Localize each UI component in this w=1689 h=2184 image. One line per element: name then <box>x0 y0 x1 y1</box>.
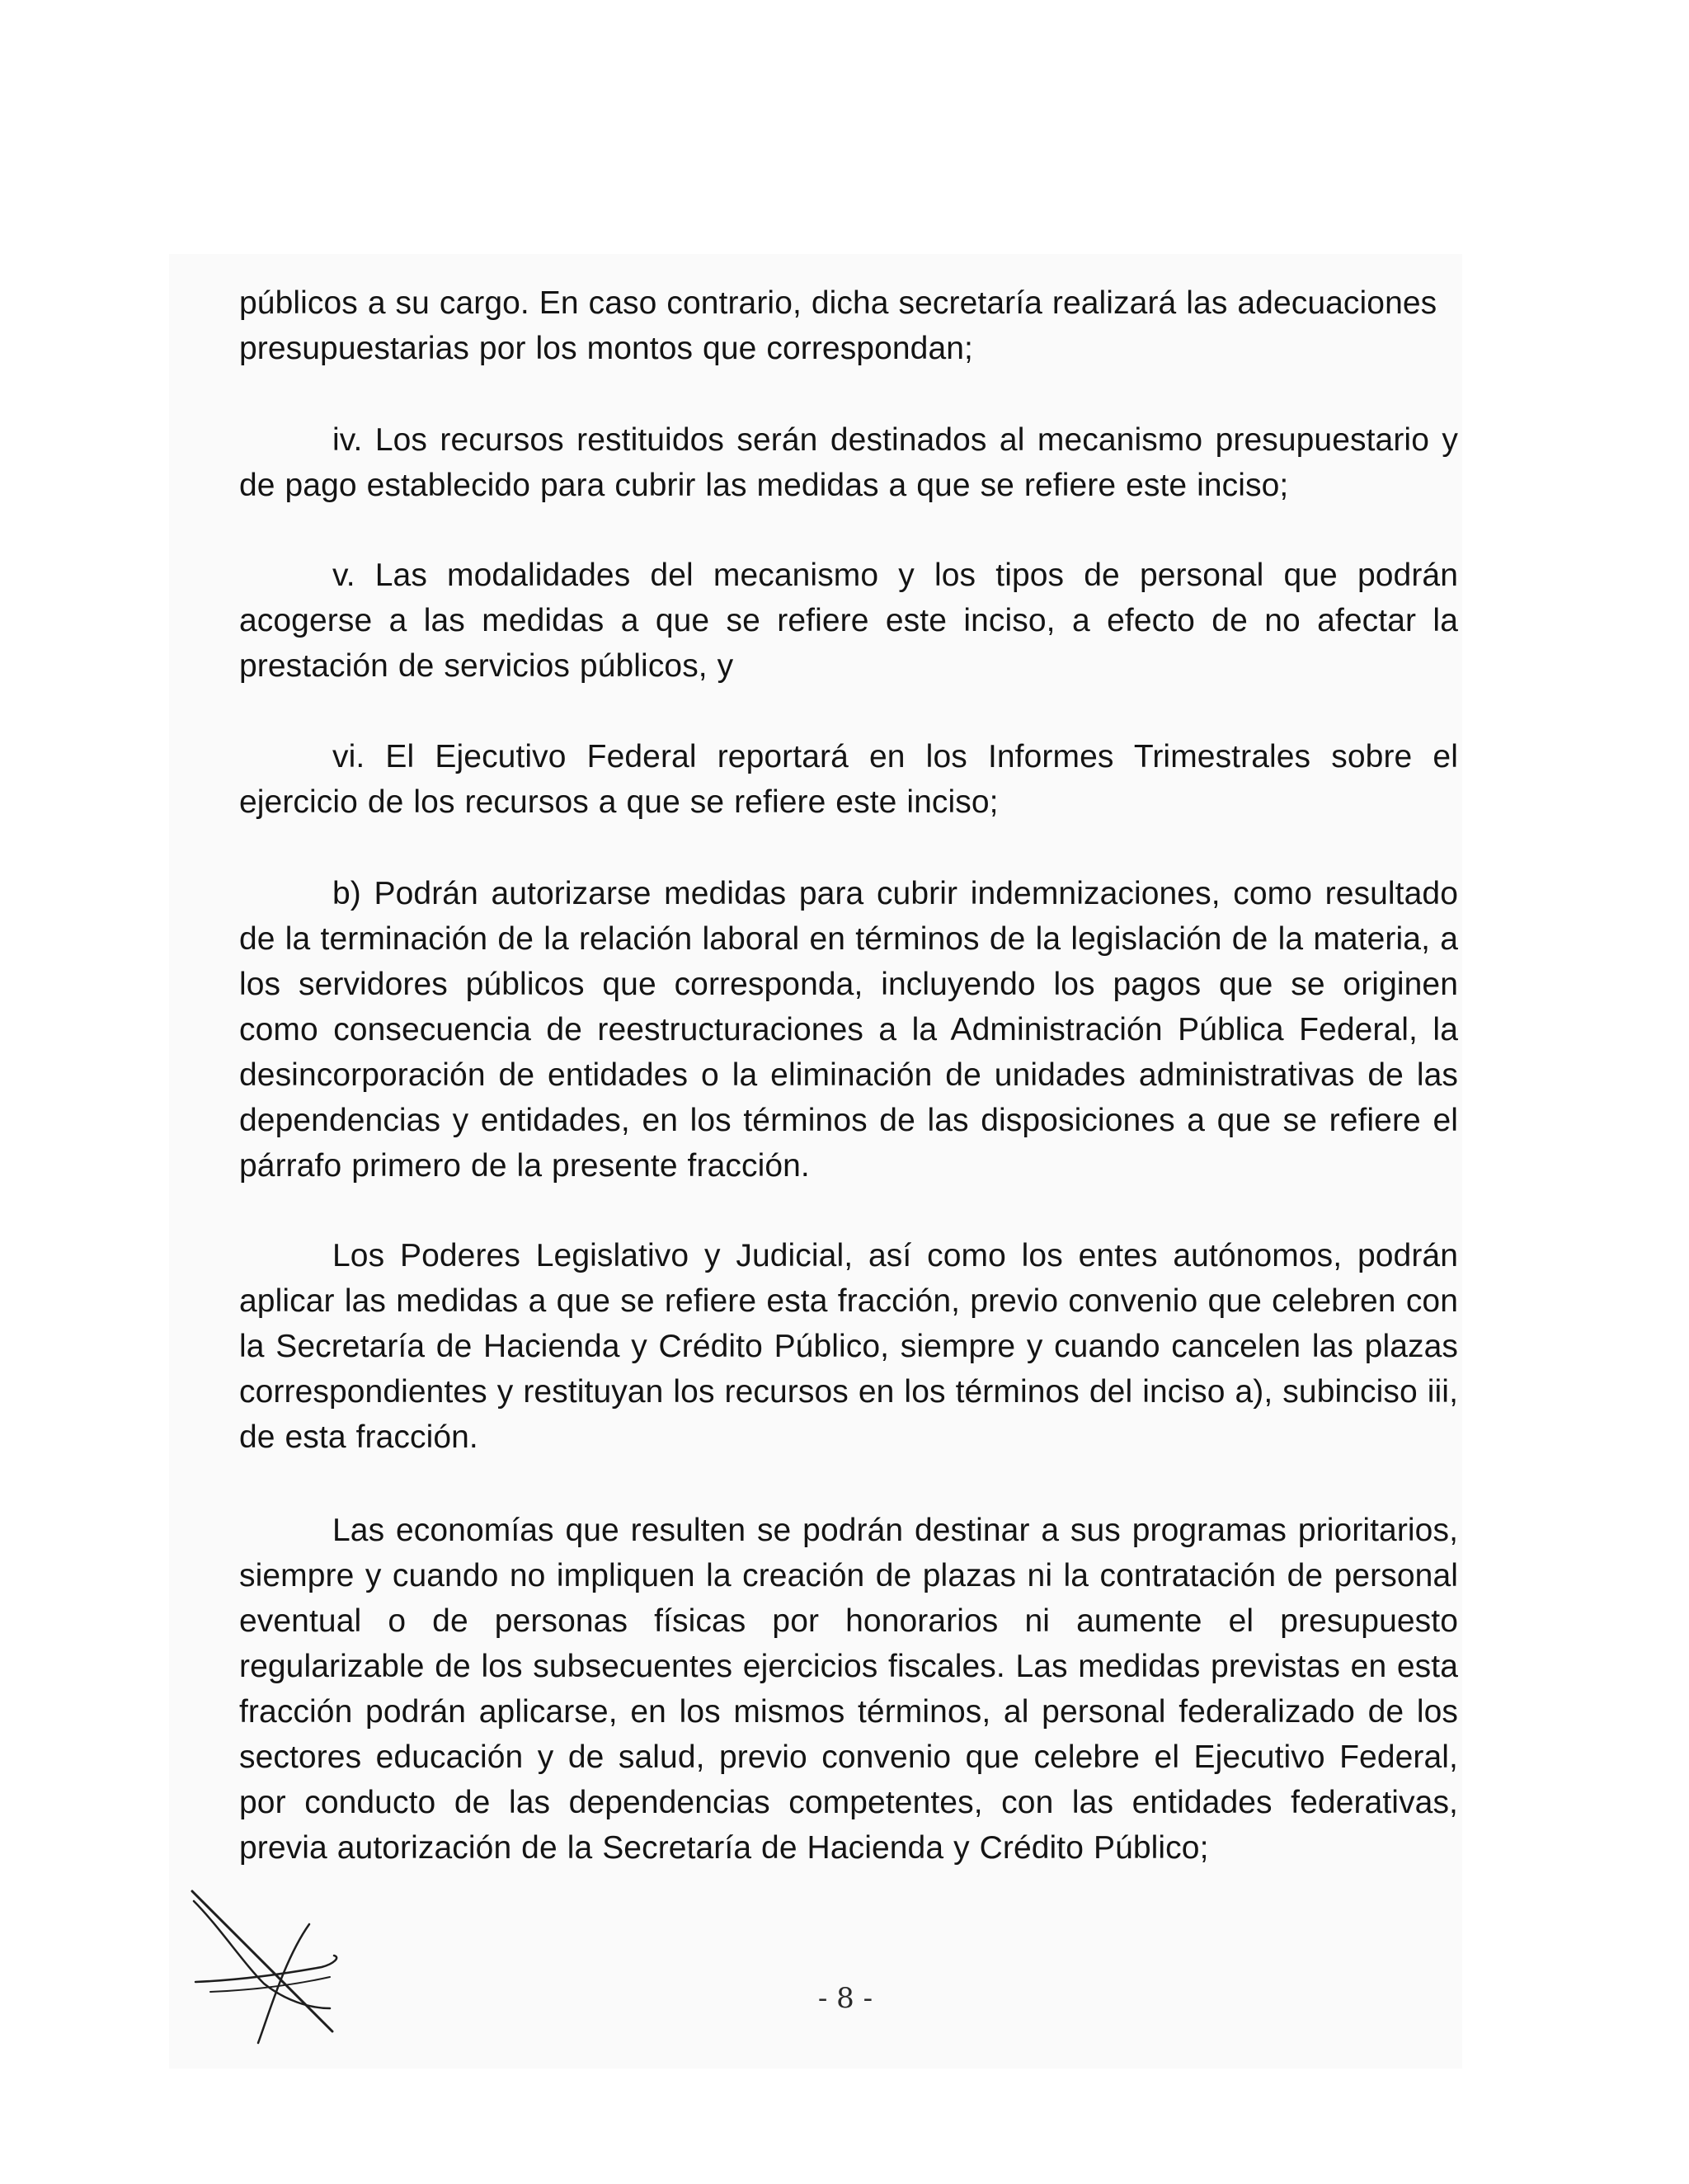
page-number: - 8 - <box>817 1982 873 2015</box>
handwritten-signature <box>186 1885 351 2050</box>
paragraph-inciso-b: b) Podrán autorizarse medidas para cubrir indemnizaciones, como resultado de la terminación de la relación laboral en términos de la legislación de la materia, a los servidores públicos que corresponda, incluyendo los pagos que se originen como consecuencia de reestructuraciones a la Administración Pública Federal, la desincorporación de entidades o la eliminación de unidades administrativas de las dependencias y entidades, en los términos de las disposiciones a que se refiere el párrafo primero de la presente fracción. <box>239 876 1458 1184</box>
paragraph-continuation: públicos a su cargo. En caso contrario, dicha secretaría realizará las adecuaciones presupuestarias por los montos que correspondan; <box>239 285 1437 366</box>
paragraph-poderes: Los Poderes Legislativo y Judicial, así como los entes autónomos, podrán aplicar las medidas a que se refiere esta fracción, previo convenio que celebren con la Secretaría de Hacienda y Crédito Público, siempre y cuando cancelen las plazas correspondientes y restituyan los recursos en los términos del inciso a), subinciso iii, de esta fracción. <box>239 1238 1458 1455</box>
paragraph-economias: Las economías que resulten se podrán destinar a sus programas prioritarios, siempre y cuando no impliquen la creación de plazas ni la contratación de personal eventual o de personas físicas por honorarios ni aumente el presupuesto regularizable de los subsecuentes ejercicios fiscales. Las medidas previstas en esta fracción podrán aplicarse, en los mismos términos, al personal federalizado de los sectores educación y de salud, previo convenio que celebre el Ejecutivo Federal, por conducto de las dependencias competentes, con las entidades federativas, previa autorización de la Secretaría de Hacienda y Crédito Público; <box>239 1513 1458 1866</box>
paragraph-subinciso-iv: iv. Los recursos restituidos serán destinados al mecanismo presupuestario y de pago establecido para cubrir las medidas a que se refiere este inciso; <box>239 422 1458 503</box>
paragraph-subinciso-vi: vi. El Ejecutivo Federal reportará en los Informes Trimestrales sobre el ejercicio de los recursos a que se refiere este inciso; <box>239 739 1458 820</box>
paragraph-subinciso-v: v. Las modalidades del mecanismo y los tipos de personal que podrán acogerse a las medidas a que se refiere este inciso, a efecto de no afectar la prestación de servicios públicos, y <box>239 558 1458 684</box>
